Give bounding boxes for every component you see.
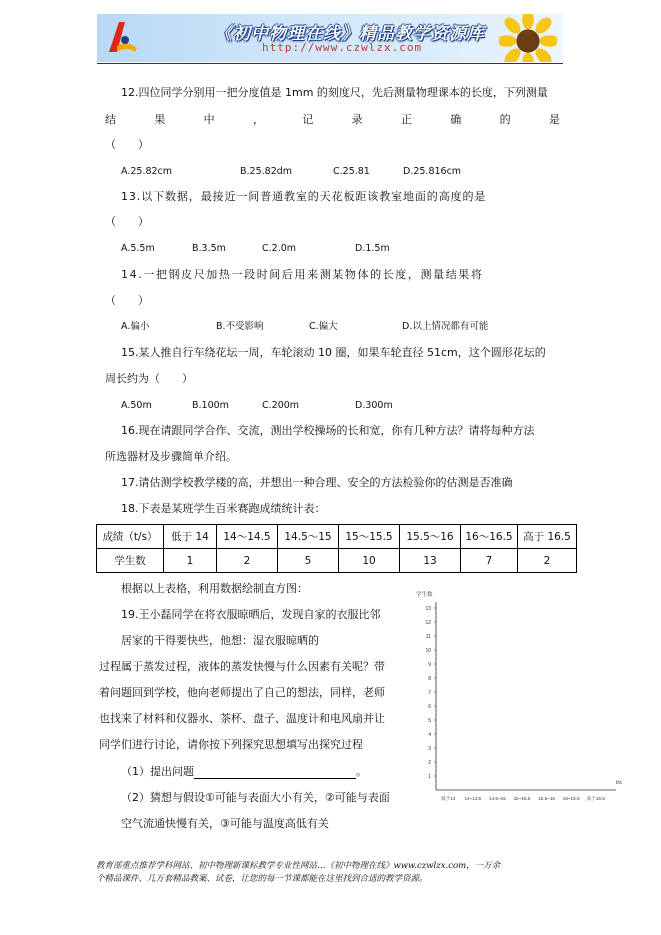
q13-option-a: A.5.5m [121, 243, 155, 254]
banner-title: 《初中物理在线》精品教学资源库 [215, 24, 485, 44]
q12-option-b: B.25.82dm [240, 166, 293, 177]
q19-line-6: 同学们进行讨论，请你按下列探究思想填写出探究过程 [99, 738, 363, 751]
q15-option-d: D.300m [355, 400, 393, 411]
y-tick-label: 4 [428, 732, 431, 738]
x-tick-label: 16~16.5 [562, 796, 580, 801]
y-tick-label: 10 [425, 648, 431, 654]
answer-blank[interactable] [194, 767, 356, 779]
q12-text: 12.四位同学分别用一把分度值是 1mm 的刻度尺，先后测量物理课本的长度，下列测量 [121, 86, 548, 99]
q15-text: 15.某人推自行车绕花坛一周，车轮滚动 10 圈，如果车轮直径 51cm，这个圆形花坛的 [121, 346, 546, 359]
footer-line-2: 个精品课件、几万套精品教案、试卷，让您的每一节课都能在这里找到合适的教学资源。 [96, 874, 428, 884]
x-tick-label: 14.5~15 [489, 796, 506, 801]
q12-paren: （ ） [105, 138, 149, 151]
q12-char: 结 [105, 113, 116, 126]
q14-option-d: D.以上情况都有可能 [402, 321, 489, 332]
site-banner [97, 14, 563, 62]
q19-step2-2: 空气流通快慢有关，③可能与温度高低有关 [121, 817, 329, 830]
x-axis-label: t/s [616, 780, 622, 786]
q12-option-d: D.25.816cm [403, 166, 462, 177]
q19-line-2: 居家的干得要快些，他想：湿衣服晾晒的 [121, 634, 319, 647]
banner-url[interactable]: http://www.czwlzx.com [262, 41, 423, 54]
q19-line-5: 也找来了材料和仪器水、茶杯、盘子、温度计和电风扇并让 [99, 712, 385, 725]
y-tick-label: 11 [425, 634, 431, 640]
y-tick-label: 2 [428, 760, 431, 766]
footer-line-1: 教育部重点推荐学科网站、初中物理新课标教学专业性网站…《初中物理在线》www.czwlzx.com，一万余 [96, 861, 501, 871]
q18-text: 18.下表是某班学生百米赛跑成绩统计表： [121, 502, 326, 515]
q19-step2: （2）猜想与假设①可能与表面大小有关，②可能与表面 [121, 791, 390, 804]
q19-line-3: 过程属于蒸发过程，液体的蒸发快慢与什么因素有关呢？带 [99, 660, 385, 673]
table-cell: 5 [278, 549, 339, 573]
q12-char: 的 [499, 113, 511, 126]
q15-option-c: C.200m [262, 400, 300, 411]
table-cell: 2 [518, 549, 577, 573]
y-tick-label: 5 [428, 718, 431, 724]
q14-paren: （ ） [105, 294, 149, 307]
q19-step1-end: 。 [356, 765, 367, 778]
q12-char: 果 [154, 113, 166, 126]
x-tick-label: 15~15.5 [513, 796, 531, 801]
q12-char: ， [252, 113, 264, 126]
page-footer [96, 860, 571, 886]
y-tick-label: 13 [425, 606, 431, 612]
y-tick-label: 3 [428, 746, 431, 752]
x-tick-label: 高于16.5 [586, 796, 605, 801]
q19-step1-label: （1）提出问题 [121, 765, 194, 778]
q12-char: 录 [351, 113, 363, 126]
q12-option-a: A.25.82cm [121, 166, 173, 177]
q18-after: 根据以上表格，利用数据绘制直方图： [121, 582, 308, 595]
q12-char: 中 [203, 113, 215, 126]
q14-option-a: A.偏小 [121, 321, 150, 332]
q15-option-a: A.50m [121, 400, 152, 411]
x-tick-label: 低于14 [441, 796, 456, 801]
q13-paren: （ ） [105, 215, 149, 228]
q19-step1 [121, 765, 367, 779]
q19-line-4: 着问题回到学校，他向老师提出了自己的想法，同样，老师 [99, 686, 385, 699]
table-cell: 15.5～16 [400, 525, 461, 549]
q15-text-2: 周长约为（ ） [105, 372, 193, 385]
sunflower-icon [499, 14, 557, 62]
q13-option-b: B.3.5m [192, 243, 226, 254]
q12-option-c: C.25.81 [333, 166, 370, 177]
q14-text: 14.一把钢皮尺加热一段时间后用来测某物体的长度，测量结果将 [121, 268, 484, 281]
table-cell: 低于 14 [164, 525, 217, 549]
table-cell: 成绩（t/s） [97, 525, 164, 549]
table-row [97, 549, 577, 573]
q16-text: 16.现在请跟同学合作、交流，测出学校操场的长和宽，你有几种方法？请将每种方法 [121, 424, 535, 437]
q19-line-1: 19.王小磊同学在将衣服晾晒后，发现自家的衣服比邻 [121, 608, 381, 621]
y-tick-label: 7 [428, 690, 431, 696]
q17-text: 17.请估测学校教学楼的高，并想出一种合理、安全的方法检验你的估测是否准确 [121, 476, 513, 489]
q14-option-c: C.偏大 [309, 321, 338, 332]
table-cell: 13 [400, 549, 461, 573]
x-tick-label: 15.5~16 [538, 796, 555, 801]
table-cell: 1 [164, 549, 217, 573]
q12-char: 正 [400, 113, 412, 126]
table-cell: 高于 16.5 [518, 525, 577, 549]
histogram-axes [412, 588, 624, 806]
table-cell: 7 [461, 549, 518, 573]
table-cell: 学生数 [97, 549, 164, 573]
q12-char: 记 [302, 113, 314, 126]
y-tick-label: 1 [428, 774, 431, 780]
y-axis-label: 学生数 [416, 592, 433, 598]
q13-text: 13.以下数据，最接近一间普通教室的天花板距该教室地面的高度的是 [121, 190, 487, 203]
table-cell: 14.5～15 [278, 525, 339, 549]
q13-option-d: D.1.5m [355, 243, 390, 254]
table-cell: 14～14.5 [217, 525, 278, 549]
y-tick-label: 9 [428, 662, 431, 668]
score-table [96, 524, 577, 573]
y-tick-label: 8 [428, 676, 431, 682]
site-logo-icon [105, 18, 139, 56]
y-tick-label: 6 [428, 704, 431, 710]
x-tick-label: 14~14.5 [464, 796, 482, 801]
q13-option-c: C.2.0m [262, 243, 297, 254]
q14-option-b: B.不受影响 [216, 321, 264, 332]
q12-char: 确 [450, 113, 462, 126]
table-cell: 15～15.5 [339, 525, 400, 549]
header-rule [97, 63, 563, 64]
table-cell: 16～16.5 [461, 525, 518, 549]
y-tick-label: 12 [425, 620, 431, 626]
q12-line2 [105, 113, 560, 127]
table-cell: 10 [339, 549, 400, 573]
q15-option-b: B.100m [192, 400, 229, 411]
table-cell: 2 [217, 549, 278, 573]
table-header-row [97, 525, 577, 549]
q12-char: 是 [548, 113, 560, 126]
q16-text-2: 所选器材及步骤简单介绍。 [105, 450, 237, 463]
